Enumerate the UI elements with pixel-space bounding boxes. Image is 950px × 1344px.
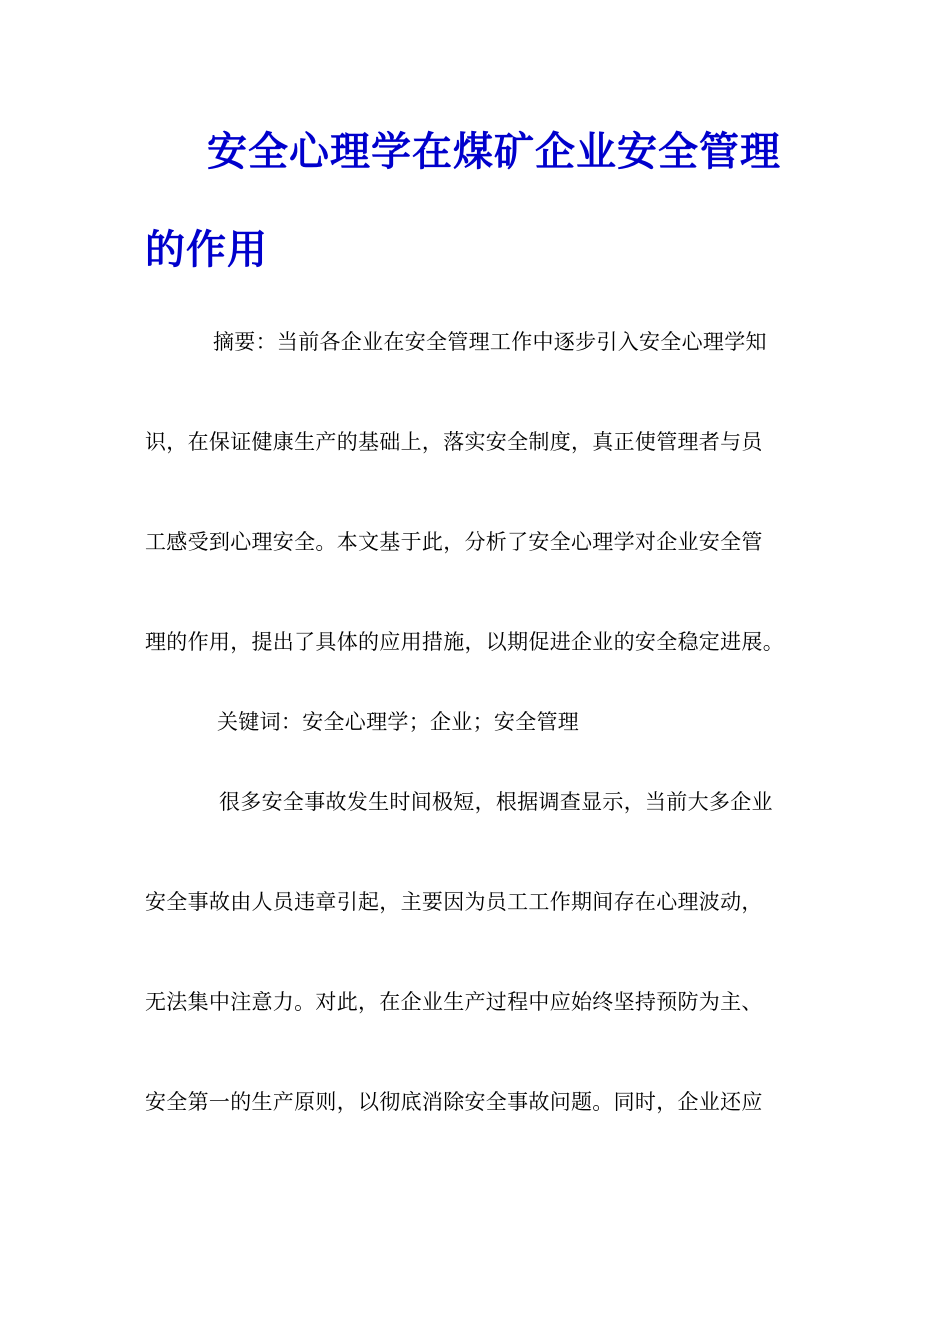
abstract-line-3: 工感受到心理安全。本文基于此，分析了安全心理学对企业安全管 [145, 530, 763, 554]
abstract-line-2: 识，在保证健康生产的基础上，落实安全制度，真正使管理者与员 [145, 430, 763, 454]
body-line-4: 安全第一的生产原则，以彻底消除安全事故问题。同时，企业还应 [145, 1090, 763, 1114]
keywords-line: 关键词：安全心理学；企业；安全管理 [217, 710, 580, 734]
body-line-3: 无法集中注意力。对此，在企业生产过程中应始终坚持预防为主、 [145, 990, 763, 1014]
body-line-2: 安全事故由人员违章引起，主要因为员工工作期间存在心理波动， [145, 890, 763, 914]
abstract-line-1: 摘要：当前各企业在安全管理工作中逐步引入安全心理学知 [213, 330, 767, 354]
body-line-1: 很多安全事故发生时间极短，根据调查显示，当前大多企业 [219, 790, 773, 814]
document-title-line-2: 的作用 [145, 227, 268, 273]
abstract-line-4: 理的作用，提出了具体的应用措施，以期促进企业的安全稳定进展。 [145, 630, 784, 654]
document-title-line-1: 安全心理学在煤矿企业安全管理 [207, 129, 781, 175]
